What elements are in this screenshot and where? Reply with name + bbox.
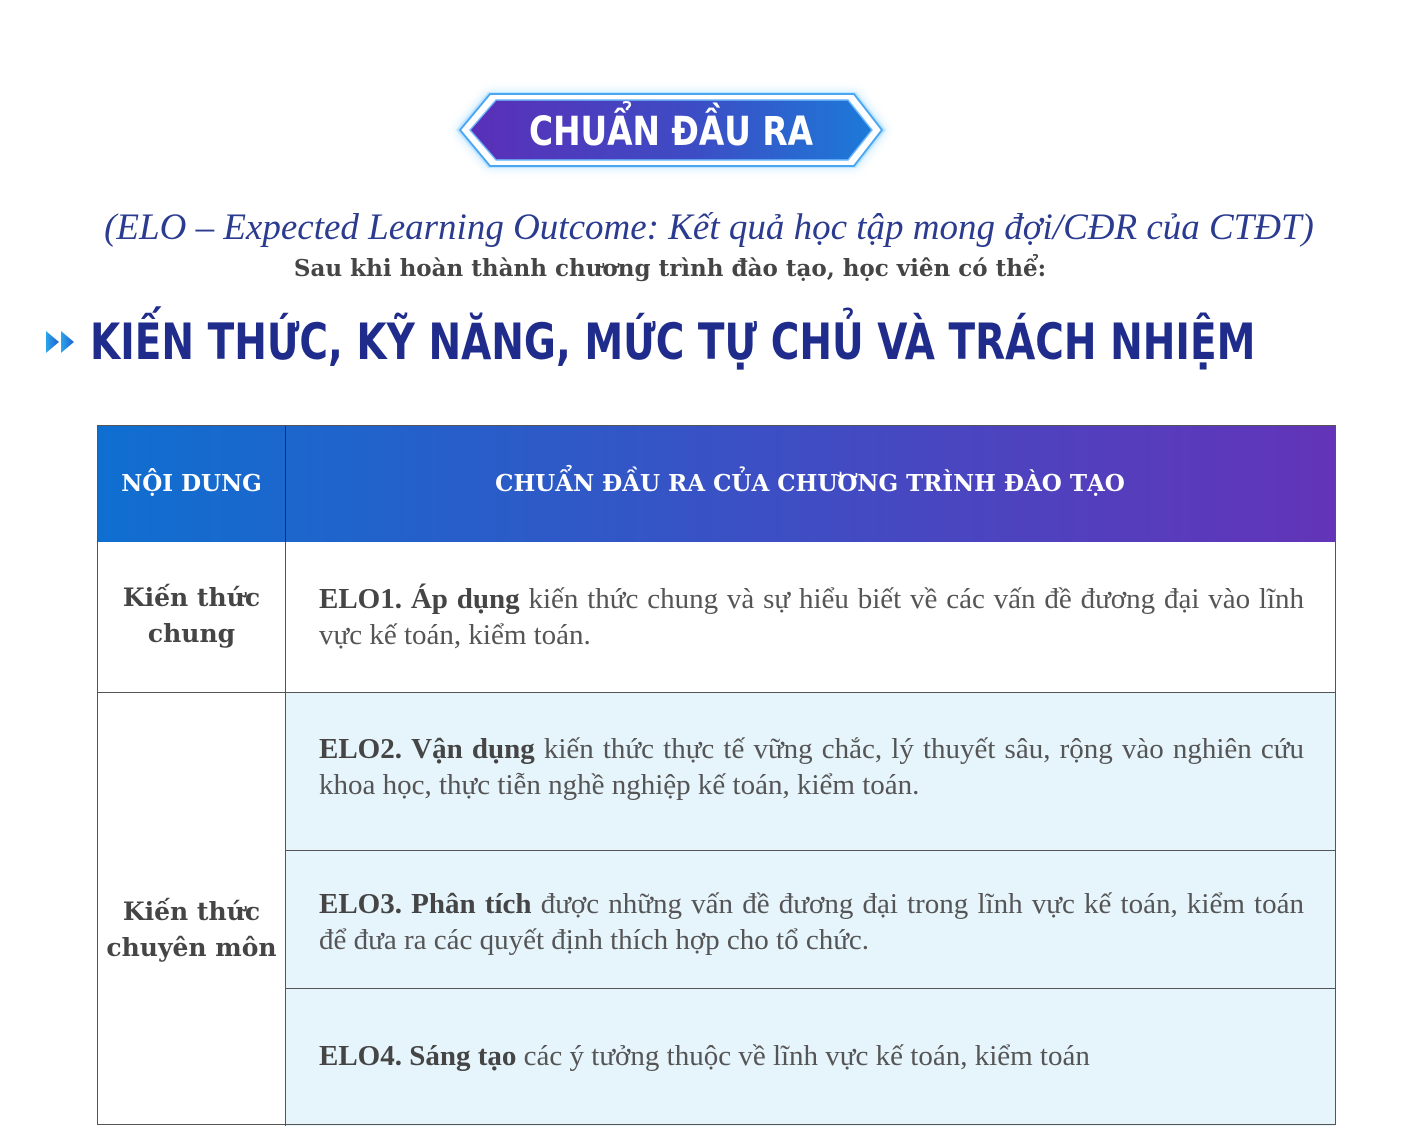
elo-description: kiến thức thực tế vững chắc, lý thuyết sâu, rộng vào nghiên cứu khoa học, thực tiễn nghề nghiệp kế toán, kiểm toán.	[319, 733, 1304, 801]
badge-title: CHUẨN ĐẦU RA	[529, 109, 813, 155]
section-heading	[44, 310, 1418, 374]
group-label-line: Kiến thức	[122, 583, 261, 612]
group-label-specialized-knowledge	[98, 894, 285, 966]
elo-verb: Áp dụng	[410, 583, 520, 615]
elo-row-4	[319, 1038, 1304, 1074]
group-label-general-knowledge	[98, 580, 285, 652]
elo-verb: Vận dụng	[411, 733, 535, 765]
elo-row-1	[319, 581, 1304, 653]
elo-code: ELO2.	[319, 733, 402, 765]
elo-code: ELO3.	[319, 888, 402, 920]
elo-description: được những vấn đề đương đại trong lĩnh vực kế toán, kiểm toán để đưa ra các quyết định thích hợp cho tổ chức.	[319, 888, 1304, 956]
intro-text: Sau khi hoàn thành chương trình đào tạo, học viên có thể:	[293, 255, 1047, 282]
elo-row-2	[319, 731, 1304, 803]
elo-definition-subtitle: (ELO – Expected Learning Outcome: Kết quả học tập mong đợi/CĐR của CTĐT)	[104, 207, 1314, 248]
group-label-line: chung	[147, 619, 236, 648]
table-header	[98, 426, 1335, 542]
elo-description: kiến thức chung và sự hiểu biết về các vấn đề đương đại vào lĩnh vực kế toán, kiểm toán.	[319, 583, 1305, 651]
row-divider	[286, 988, 1335, 989]
column-divider	[285, 542, 286, 1126]
group-label-line: chuyên môn	[106, 933, 277, 962]
column-header-elo: CHUẨN ĐẦU RA CỦA CHƯƠNG TRÌNH ĐÀO TẠO	[495, 470, 1125, 497]
elo-code: ELO1.	[319, 583, 402, 615]
column-header-content: NỘI DUNG	[121, 470, 262, 497]
group-label-line: Kiến thức	[122, 897, 261, 926]
elo-verb: Phân tích	[411, 888, 532, 920]
elo-verb: Sáng tạo	[409, 1040, 517, 1072]
elo-code: ELO4.	[319, 1040, 402, 1072]
elo-row-3	[319, 886, 1304, 958]
double-chevron-right-icon	[44, 327, 78, 357]
row-divider	[286, 850, 1335, 851]
section-title: KIẾN THỨC, KỸ NĂNG, MỨC TỰ CHỦ VÀ TRÁCH NHIỆM	[90, 313, 1256, 371]
row-divider	[98, 692, 1335, 693]
learning-outcomes-table	[97, 425, 1336, 1125]
elo-description: các ý tưởng thuộc về lĩnh vực kế toán, kiểm toán	[523, 1040, 1090, 1072]
section-badge	[446, 80, 896, 180]
